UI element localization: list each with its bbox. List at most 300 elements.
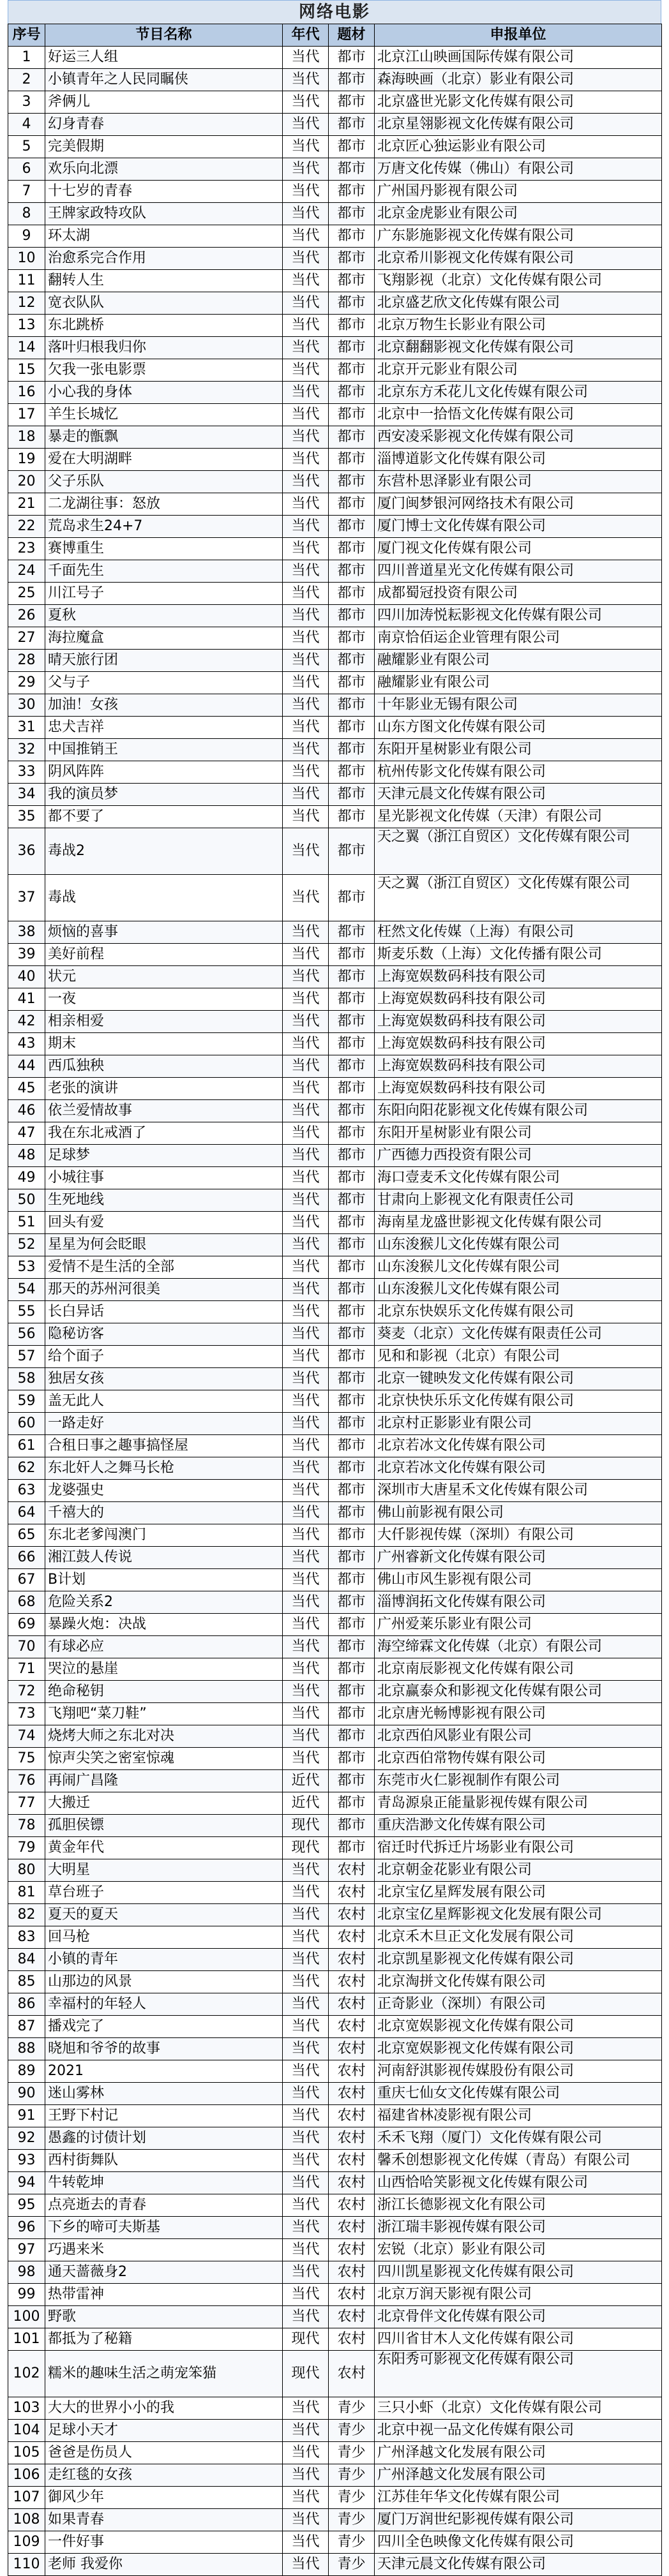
cell-era: 当代 xyxy=(283,1904,329,1926)
table-row xyxy=(8,583,662,605)
cell-era: 当代 xyxy=(283,2239,329,2261)
cell-no: 58 xyxy=(8,1368,45,1390)
cell-era: 当代 xyxy=(283,1859,329,1882)
cell-unit: 上海宽娱数码科技有限公司 xyxy=(375,988,662,1011)
cell-unit: 北京朝金花影业有限公司 xyxy=(375,1859,662,1882)
cell-name: 下乡的啼可夫斯基 xyxy=(45,2217,283,2239)
cell-unit: 正奇影业（深圳）有限公司 xyxy=(375,1993,662,2016)
table-row xyxy=(8,1212,662,1234)
cell-theme: 都市 xyxy=(329,315,375,337)
cell-era: 当代 xyxy=(283,158,329,181)
cell-no: 33 xyxy=(8,761,45,784)
cell-no: 37 xyxy=(8,875,45,921)
cell-no: 16 xyxy=(8,382,45,404)
table-row xyxy=(8,1792,662,1815)
cell-era: 近代 xyxy=(283,1792,329,1815)
cell-theme: 都市 xyxy=(329,1502,375,1524)
table-row xyxy=(8,516,662,538)
cell-name: 龙婆强史 xyxy=(45,1480,283,1502)
cell-unit: 北京唐光畅博影视有限公司 xyxy=(375,1703,662,1725)
cell-theme: 农村 xyxy=(329,2016,375,2038)
table-row xyxy=(8,248,662,270)
cell-theme: 都市 xyxy=(329,627,375,650)
table-row xyxy=(8,2284,662,2306)
cell-name: 状元 xyxy=(45,966,283,988)
cell-no: 96 xyxy=(8,2217,45,2239)
cell-name: 东北奸人之舞马长枪 xyxy=(45,1457,283,1480)
table-row xyxy=(8,1167,662,1189)
table-row xyxy=(8,426,662,449)
cell-era: 当代 xyxy=(283,69,329,91)
cell-no: 38 xyxy=(8,921,45,944)
cell-era: 当代 xyxy=(283,1882,329,1904)
cell-era: 当代 xyxy=(283,404,329,426)
cell-name: 孤胆侯镖 xyxy=(45,1815,283,1837)
table-row xyxy=(8,2239,662,2261)
cell-unit: 北京若冰文化传媒有限公司 xyxy=(375,1435,662,1457)
cell-era: 当代 xyxy=(283,1078,329,1100)
cell-era: 当代 xyxy=(283,672,329,694)
cell-theme: 农村 xyxy=(329,2172,375,2194)
cell-unit: 北京快快乐乐文化传媒有限公司 xyxy=(375,1390,662,1413)
cell-era: 现代 xyxy=(283,1815,329,1837)
cell-name: 那天的苏州河很美 xyxy=(45,1279,283,1301)
cell-name: 隐秘访客 xyxy=(45,1323,283,1346)
cell-no: 6 xyxy=(8,158,45,181)
cell-theme: 都市 xyxy=(329,1189,375,1212)
cell-unit: 广州国丹影视有限公司 xyxy=(375,181,662,203)
cell-theme: 都市 xyxy=(329,560,375,583)
cell-name: 暴躁火炮：决战 xyxy=(45,1614,283,1636)
cell-era: 当代 xyxy=(283,761,329,784)
table-row xyxy=(8,2464,662,2487)
table-row xyxy=(8,1256,662,1279)
cell-name: 阴风阵阵 xyxy=(45,761,283,784)
cell-unit: 北京禾木旦正文化发展有限公司 xyxy=(375,1926,662,1949)
table-row xyxy=(8,1658,662,1681)
cell-era: 当代 xyxy=(283,1100,329,1122)
cell-unit: 北京万润天影视有限公司 xyxy=(375,2284,662,2306)
cell-no: 101 xyxy=(8,2328,45,2351)
table-row xyxy=(8,717,662,739)
cell-theme: 都市 xyxy=(329,806,375,828)
cell-era: 当代 xyxy=(283,1926,329,1949)
cell-unit: 大仟影视传媒（深圳）有限公司 xyxy=(375,1524,662,1547)
cell-unit: 浙江长德影视文化有限公司 xyxy=(375,2194,662,2217)
cell-unit: 斯麦乐数（上海）文化传播有限公司 xyxy=(375,944,662,966)
cell-unit: 北京淘拼文化传媒有限公司 xyxy=(375,1971,662,1993)
cell-name: 大搬迁 xyxy=(45,1792,283,1815)
cell-no: 29 xyxy=(8,672,45,694)
cell-era: 当代 xyxy=(283,471,329,493)
cell-name: 羊生长城忆 xyxy=(45,404,283,426)
table-row xyxy=(8,2194,662,2217)
cell-no: 85 xyxy=(8,1971,45,1993)
cell-theme: 都市 xyxy=(329,538,375,560)
cell-no: 8 xyxy=(8,203,45,225)
table-row xyxy=(8,315,662,337)
cell-name: 再闹广昌隆 xyxy=(45,1770,283,1792)
cell-unit: 北京若冰文化传媒有限公司 xyxy=(375,1457,662,1480)
cell-no: 14 xyxy=(8,337,45,359)
cell-theme: 青少 xyxy=(329,2397,375,2420)
cell-name: 晴天旅行团 xyxy=(45,650,283,672)
table-row xyxy=(8,114,662,136)
cell-unit: 东阳开星树影业有限公司 xyxy=(375,739,662,761)
cell-unit: 北京宽娱影视文化传媒有限公司 xyxy=(375,2016,662,2038)
cell-theme: 都市 xyxy=(329,136,375,158)
cell-unit: 山东浚猴儿文化传媒有限公司 xyxy=(375,1234,662,1256)
cell-theme: 都市 xyxy=(329,1658,375,1681)
table-row xyxy=(8,2420,662,2442)
cell-name: 川江号子 xyxy=(45,583,283,605)
cell-theme: 都市 xyxy=(329,1435,375,1457)
cell-era: 当代 xyxy=(283,2150,329,2172)
cell-unit: 广州爱莱乐影业有限公司 xyxy=(375,1614,662,1636)
table-row xyxy=(8,359,662,382)
cell-era: 当代 xyxy=(283,1368,329,1390)
cell-no: 15 xyxy=(8,359,45,382)
cell-no: 98 xyxy=(8,2261,45,2284)
cell-theme: 农村 xyxy=(329,1926,375,1949)
cell-no: 104 xyxy=(8,2420,45,2442)
cell-no: 39 xyxy=(8,944,45,966)
cell-theme: 都市 xyxy=(329,426,375,449)
cell-no: 109 xyxy=(8,2531,45,2554)
table-row xyxy=(8,1011,662,1033)
cell-theme: 都市 xyxy=(329,1078,375,1100)
cell-name: 飞翔吧“菜刀鞋” xyxy=(45,1703,283,1725)
cell-theme: 农村 xyxy=(329,2038,375,2060)
cell-unit: 甘肃向上影视文化有限责任公司 xyxy=(375,1189,662,1212)
cell-no: 110 xyxy=(8,2554,45,2576)
cell-name: 治愈系完合作用 xyxy=(45,248,283,270)
cell-no: 80 xyxy=(8,1859,45,1882)
cell-era: 当代 xyxy=(283,2284,329,2306)
cell-era: 当代 xyxy=(283,1569,329,1591)
cell-theme: 农村 xyxy=(329,1993,375,2016)
cell-era: 当代 xyxy=(283,650,329,672)
cell-name: 通天蔷薇身2 xyxy=(45,2261,283,2284)
cell-unit: 淄博道影文化传媒有限公司 xyxy=(375,449,662,471)
cell-unit: 佛山市风生影视有限公司 xyxy=(375,1569,662,1591)
cell-theme: 都市 xyxy=(329,1212,375,1234)
cell-theme: 都市 xyxy=(329,1256,375,1279)
cell-name: 野歌 xyxy=(45,2306,283,2328)
cell-no: 73 xyxy=(8,1703,45,1725)
cell-theme: 都市 xyxy=(329,1413,375,1435)
cell-name: 欠我一张电影票 xyxy=(45,359,283,382)
col-header-name: 节目名称 xyxy=(45,24,283,47)
cell-unit: 宿迁时代拆迁片场影业有限公司 xyxy=(375,1837,662,1859)
table-row xyxy=(8,2127,662,2150)
table-row xyxy=(8,1614,662,1636)
cell-unit: 星光影视文化传媒（天津）有限公司 xyxy=(375,806,662,828)
cell-no: 62 xyxy=(8,1457,45,1480)
table-row xyxy=(8,270,662,292)
cell-name: 环太湖 xyxy=(45,225,283,248)
cell-theme: 都市 xyxy=(329,717,375,739)
cell-era: 当代 xyxy=(283,2306,329,2328)
cell-unit: 福建省林凌影视有限公司 xyxy=(375,2105,662,2127)
cell-name: 老师 我爱你 xyxy=(45,2554,283,2576)
cell-unit: 飞翔影视（北京）文化传媒有限公司 xyxy=(375,270,662,292)
cell-no: 45 xyxy=(8,1078,45,1100)
table-row xyxy=(8,1033,662,1055)
cell-no: 34 xyxy=(8,784,45,806)
cell-no: 36 xyxy=(8,828,45,875)
cell-unit: 天之翼（浙江自贸区）文化传媒有限公司 xyxy=(375,875,662,921)
cell-no: 55 xyxy=(8,1301,45,1323)
cell-unit: 北京西伯风影业有限公司 xyxy=(375,1725,662,1748)
cell-unit: 青岛源泉正能量影视传媒有限公司 xyxy=(375,1792,662,1815)
cell-unit: 上海宽娱数码科技有限公司 xyxy=(375,1078,662,1100)
table-row xyxy=(8,1725,662,1748)
cell-unit: 淄博润拓文化传媒有限公司 xyxy=(375,1591,662,1614)
table-row xyxy=(8,1279,662,1301)
cell-unit: 馨禾创想影视文化传媒（青岛）有限公司 xyxy=(375,2150,662,2172)
cell-theme: 农村 xyxy=(329,2284,375,2306)
cell-unit: 上海宽娱数码科技有限公司 xyxy=(375,1033,662,1055)
cell-unit: 北京东快娱乐文化传媒有限公司 xyxy=(375,1301,662,1323)
cell-no: 65 xyxy=(8,1524,45,1547)
cell-era: 当代 xyxy=(283,1390,329,1413)
cell-era: 当代 xyxy=(283,1011,329,1033)
table-row xyxy=(8,1346,662,1368)
cell-era: 当代 xyxy=(283,1145,329,1167)
cell-no: 67 xyxy=(8,1569,45,1591)
cell-era: 当代 xyxy=(283,292,329,315)
cell-name: 欢乐向北漂 xyxy=(45,158,283,181)
cell-no: 61 xyxy=(8,1435,45,1457)
cell-no: 31 xyxy=(8,717,45,739)
cell-era: 当代 xyxy=(283,382,329,404)
cell-no: 92 xyxy=(8,2127,45,2150)
cell-name: 都不要了 xyxy=(45,806,283,828)
cell-no: 81 xyxy=(8,1882,45,1904)
table-row xyxy=(8,560,662,583)
cell-era: 当代 xyxy=(283,315,329,337)
table-row xyxy=(8,2531,662,2554)
col-header-no: 序号 xyxy=(8,24,45,47)
cell-unit: 北京南辰影视文化传媒有限公司 xyxy=(375,1658,662,1681)
table-row xyxy=(8,2509,662,2531)
cell-unit: 葵麦（北京）文化传媒有限责任公司 xyxy=(375,1323,662,1346)
table-row xyxy=(8,1837,662,1859)
cell-theme: 都市 xyxy=(329,1815,375,1837)
cell-unit: 四川省甘木人文化传媒有限公司 xyxy=(375,2328,662,2351)
cell-era: 当代 xyxy=(283,1547,329,1569)
cell-name: 我的演员梦 xyxy=(45,784,283,806)
cell-name: 晓旭和爷爷的故事 xyxy=(45,2038,283,2060)
cell-name: 生死地线 xyxy=(45,1189,283,1212)
table-row xyxy=(8,828,662,875)
col-header-era: 年代 xyxy=(283,24,329,47)
table-row xyxy=(8,1055,662,1078)
cell-unit: 融耀影业有限公司 xyxy=(375,650,662,672)
table-row xyxy=(8,1100,662,1122)
cell-no: 7 xyxy=(8,181,45,203)
cell-name: 好运三人组 xyxy=(45,47,283,69)
cell-era: 当代 xyxy=(283,739,329,761)
table-row xyxy=(8,694,662,717)
cell-name: 小城往事 xyxy=(45,1167,283,1189)
cell-era: 当代 xyxy=(283,1591,329,1614)
cell-name: 走红毯的女孩 xyxy=(45,2464,283,2487)
cell-no: 41 xyxy=(8,988,45,1011)
table-row xyxy=(8,1189,662,1212)
cell-name: 我在东北戒酒了 xyxy=(45,1122,283,1145)
cell-name: 大明星 xyxy=(45,1859,283,1882)
cell-theme: 都市 xyxy=(329,1837,375,1859)
table-row xyxy=(8,337,662,359)
cell-name: 迷山雾林 xyxy=(45,2083,283,2105)
cell-no: 13 xyxy=(8,315,45,337)
cell-no: 94 xyxy=(8,2172,45,2194)
cell-unit: 北京宝亿星辉影视文化发展有限公司 xyxy=(375,1904,662,1926)
cell-theme: 都市 xyxy=(329,1480,375,1502)
cell-unit: 厦门闽梦银河网络技术有限公司 xyxy=(375,493,662,516)
cell-no: 84 xyxy=(8,1949,45,1971)
cell-theme: 农村 xyxy=(329,2328,375,2351)
cell-name: 如果青春 xyxy=(45,2509,283,2531)
cell-name: 点亮逝去的青春 xyxy=(45,2194,283,2217)
cell-theme: 都市 xyxy=(329,605,375,627)
cell-unit: 南京恰佰运企业管理有限公司 xyxy=(375,627,662,650)
cell-unit: 厦门万润世纪影视传媒有限公司 xyxy=(375,2509,662,2531)
table-row xyxy=(8,1301,662,1323)
table-row xyxy=(8,136,662,158)
cell-theme: 农村 xyxy=(329,2194,375,2217)
cell-theme: 都市 xyxy=(329,966,375,988)
cell-no: 77 xyxy=(8,1792,45,1815)
cell-era: 当代 xyxy=(283,583,329,605)
cell-unit: 北京希川影视文化传媒有限公司 xyxy=(375,248,662,270)
cell-name: 危险关系2 xyxy=(45,1591,283,1614)
cell-theme: 都市 xyxy=(329,1167,375,1189)
cell-era: 当代 xyxy=(283,225,329,248)
cell-name: 山那边的风景 xyxy=(45,1971,283,1993)
cell-no: 50 xyxy=(8,1189,45,1212)
cell-era: 当代 xyxy=(283,1323,329,1346)
cell-unit: 北京宽娱影视文化传媒有限公司 xyxy=(375,2038,662,2060)
table-row xyxy=(8,181,662,203)
cell-theme: 青少 xyxy=(329,2531,375,2554)
cell-era: 当代 xyxy=(283,2554,329,2576)
cell-era: 当代 xyxy=(283,2442,329,2464)
cell-name: 独居女孩 xyxy=(45,1368,283,1390)
cell-era: 当代 xyxy=(283,806,329,828)
cell-theme: 都市 xyxy=(329,471,375,493)
cell-theme: 青少 xyxy=(329,2442,375,2464)
cell-no: 74 xyxy=(8,1725,45,1748)
cell-era: 当代 xyxy=(283,1256,329,1279)
cell-theme: 青少 xyxy=(329,2554,375,2576)
cell-name: 西村街舞队 xyxy=(45,2150,283,2172)
cell-unit: 成都蜀冠投资有限公司 xyxy=(375,583,662,605)
cell-era: 当代 xyxy=(283,337,329,359)
cell-era: 当代 xyxy=(283,1413,329,1435)
cell-name: 宽衣队队 xyxy=(45,292,283,315)
table-row xyxy=(8,493,662,516)
cell-name: 千面先生 xyxy=(45,560,283,583)
table-row xyxy=(8,382,662,404)
cell-name: 足球小天才 xyxy=(45,2420,283,2442)
table-row xyxy=(8,2105,662,2127)
cell-unit: 北京开元影业有限公司 xyxy=(375,359,662,382)
cell-theme: 都市 xyxy=(329,694,375,717)
table-row xyxy=(8,1457,662,1480)
cell-name: 翻转人生 xyxy=(45,270,283,292)
cell-unit: 北京赢泰众和影视文化传媒有限公司 xyxy=(375,1681,662,1703)
cell-name: 夏秋 xyxy=(45,605,283,627)
cell-no: 32 xyxy=(8,739,45,761)
cell-unit: 北京盛艺欣文化传媒有限公司 xyxy=(375,292,662,315)
cell-unit: 东阳开星树影业有限公司 xyxy=(375,1122,662,1145)
cell-name: 西瓜独秧 xyxy=(45,1055,283,1078)
cell-era: 现代 xyxy=(283,2328,329,2351)
cell-unit: 北京中一拾悟文化传媒有限公司 xyxy=(375,404,662,426)
table-row xyxy=(8,1390,662,1413)
cell-name: 中国推销王 xyxy=(45,739,283,761)
table-row xyxy=(8,627,662,650)
cell-no: 86 xyxy=(8,1993,45,2016)
table-row xyxy=(8,538,662,560)
cell-era: 当代 xyxy=(283,2487,329,2509)
cell-era: 当代 xyxy=(283,694,329,717)
cell-theme: 青少 xyxy=(329,2509,375,2531)
cell-name: 烧烤大师之东北对决 xyxy=(45,1725,283,1748)
cell-theme: 都市 xyxy=(329,404,375,426)
cell-no: 40 xyxy=(8,966,45,988)
cell-unit: 山东方图文化传媒有限公司 xyxy=(375,717,662,739)
cell-no: 48 xyxy=(8,1145,45,1167)
cell-unit: 厦门博士文化传媒有限公司 xyxy=(375,516,662,538)
cell-no: 43 xyxy=(8,1033,45,1055)
cell-theme: 农村 xyxy=(329,2261,375,2284)
cell-era: 当代 xyxy=(283,114,329,136)
cell-no: 97 xyxy=(8,2239,45,2261)
cell-theme: 都市 xyxy=(329,516,375,538)
cell-no: 68 xyxy=(8,1591,45,1614)
cell-unit: 广东影施影视文化传媒有限公司 xyxy=(375,225,662,248)
cell-unit: 北京凯星影视文化传媒有限公司 xyxy=(375,1949,662,1971)
cell-era: 当代 xyxy=(283,605,329,627)
table-row xyxy=(8,1145,662,1167)
spreadsheet xyxy=(8,0,661,2576)
cell-theme: 都市 xyxy=(329,292,375,315)
table-row xyxy=(8,2217,662,2239)
cell-name: 依兰爱情故事 xyxy=(45,1100,283,1122)
table-row xyxy=(8,2397,662,2420)
table-row xyxy=(8,605,662,627)
cell-no: 99 xyxy=(8,2284,45,2306)
table-row xyxy=(8,404,662,426)
cell-name: 荒岛求生24+7 xyxy=(45,516,283,538)
cell-era: 当代 xyxy=(283,426,329,449)
cell-no: 89 xyxy=(8,2060,45,2083)
cell-name: 爱在大明湖畔 xyxy=(45,449,283,471)
cell-era: 当代 xyxy=(283,1435,329,1457)
cell-theme: 都市 xyxy=(329,1122,375,1145)
table-row xyxy=(8,2150,662,2172)
cell-name: 热带雷神 xyxy=(45,2284,283,2306)
cell-era: 当代 xyxy=(283,2397,329,2420)
cell-era: 当代 xyxy=(283,1301,329,1323)
cell-no: 2 xyxy=(8,69,45,91)
cell-name: 千禧大的 xyxy=(45,1502,283,1524)
cell-theme: 农村 xyxy=(329,1882,375,1904)
